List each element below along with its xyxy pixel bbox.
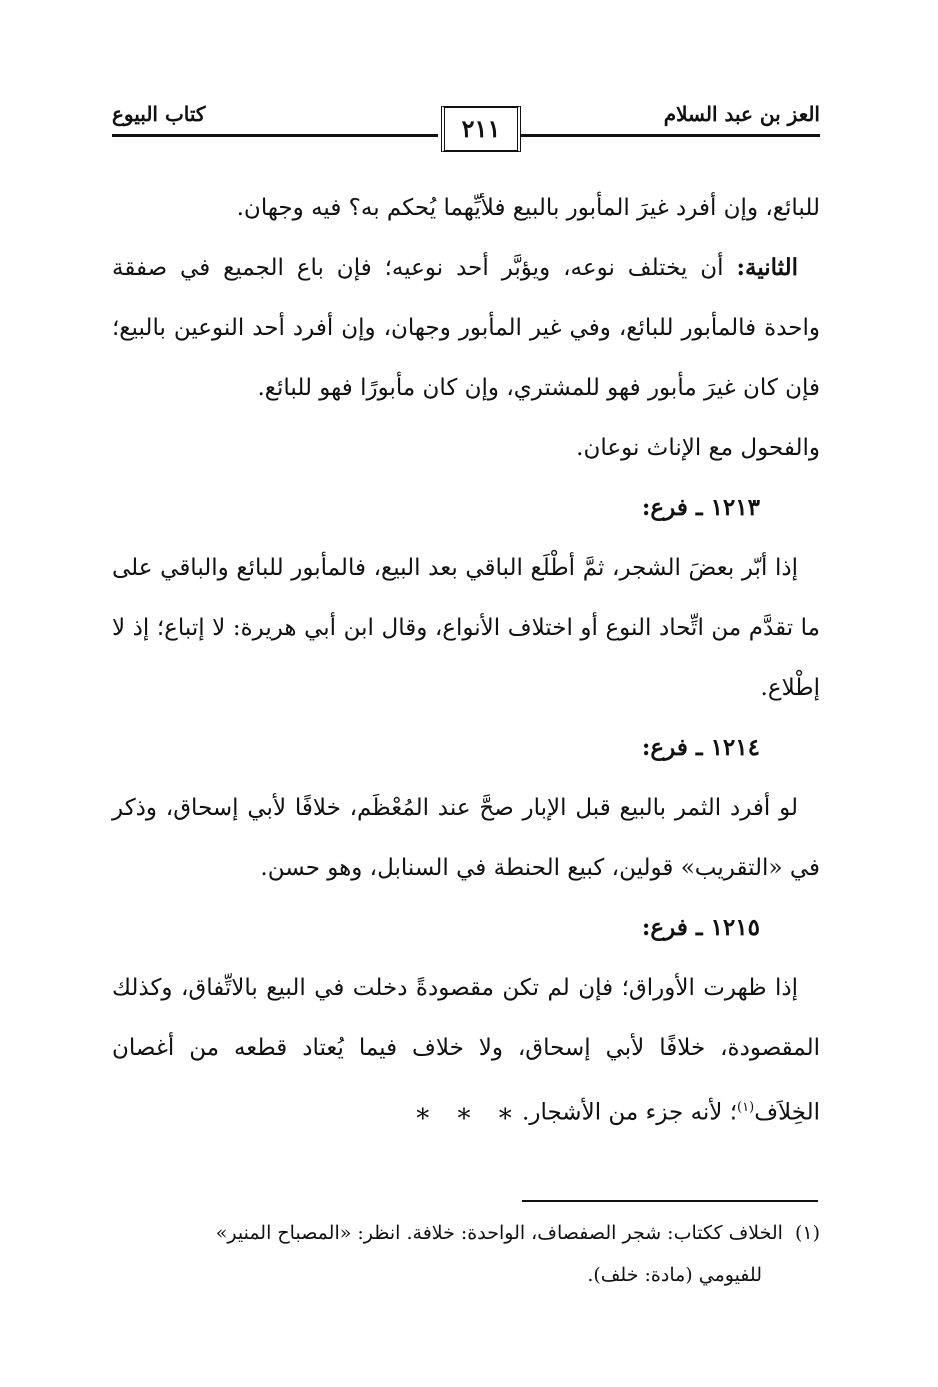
section-separator: * * * [416, 1104, 522, 1134]
footnote-text: الخلاف ككتاب: شجر الصفصاف، الواحدة: خلافة. انظر: «المصباح المنير» [215, 1222, 783, 1244]
header-book-title: كتاب البيوع [112, 102, 206, 126]
footnote-line [112, 1212, 820, 1254]
page-number-box [441, 106, 521, 152]
header-rule-left [112, 134, 438, 137]
footnote-reference: (١) [737, 1100, 755, 1115]
page-number: ٢١١ [461, 114, 501, 143]
paragraph-males-females: والفحول مع الإناث نوعان. [576, 435, 820, 461]
branch-heading-1213: ١٢١٣ ـ فرع: [641, 494, 760, 521]
branch-heading-1214: ١٢١٤ ـ فرع: [641, 734, 760, 761]
paragraph-1213: إذا أبّر بعضَ الشجر، ثمَّ أطْلَع الباقي بعد البيع، فالمأبور للبائع والباقي على ما تقدَّم من اتِّحاد النوع أو اختلاف الأنواع، وقال ابن أبي هريرة: لا إتباع؛ إذ لا إطْلاع. [112, 555, 820, 701]
paragraph-second-case [112, 238, 820, 418]
page-header [112, 98, 820, 156]
footnote-rule [522, 1200, 818, 1202]
footnote-number: (١) [794, 1222, 820, 1244]
paragraph-1215-end: ؛ لأنه جزء من الأشجار. [522, 1099, 738, 1126]
header-rule-right [520, 134, 820, 137]
paragraph-1215-text: إذا ظهرت الأوراق؛ فإن لم تكن مقصودةً دخلت في البيع بالاتِّفاق، وكذلك المقصودة، خلافًا لأبي إسحاق، ولا خلاف فيما يُعتاد قطعه من أغصان الخِلاَف [112, 975, 820, 1126]
footnote-continuation: للفيومي (مادة: خلف). [587, 1264, 762, 1286]
footnote [112, 1212, 820, 1296]
case-text: أن يختلف نوعه، ويؤبَّر أحد نوعيه؛ فإن باع الجميع في صفقة واحدة فالمأبور للبائع، وفي غير المأبور وجهان، وإن أفرد أحد النوعين بالبيع؛ فإن كان غيرَ مأبور فهو للمشتري، وإن كان مأبورًا فهو للبائع. [112, 255, 820, 401]
paragraph-continuation: للبائع، وإن أفرد غيرَ المأبور بالبيع فلأيِّهما يُحكم به؟ فيه وجهان. [236, 195, 820, 221]
case-label: الثانية: [736, 254, 799, 281]
main-text [112, 178, 820, 1143]
header-author: العز بن عبد السلام [663, 102, 820, 126]
branch-heading-1215: ١٢١٥ ـ فرع: [641, 914, 760, 941]
paragraph-1214: لو أفرد الثمر بالبيع قبل الإبار صحَّ عند المُعْظَم، خلافًا لأبي إسحاق، وذكر في «التقريب» قولين، كبيع الحنطة في السنابل، وهو حسن. [112, 795, 820, 881]
